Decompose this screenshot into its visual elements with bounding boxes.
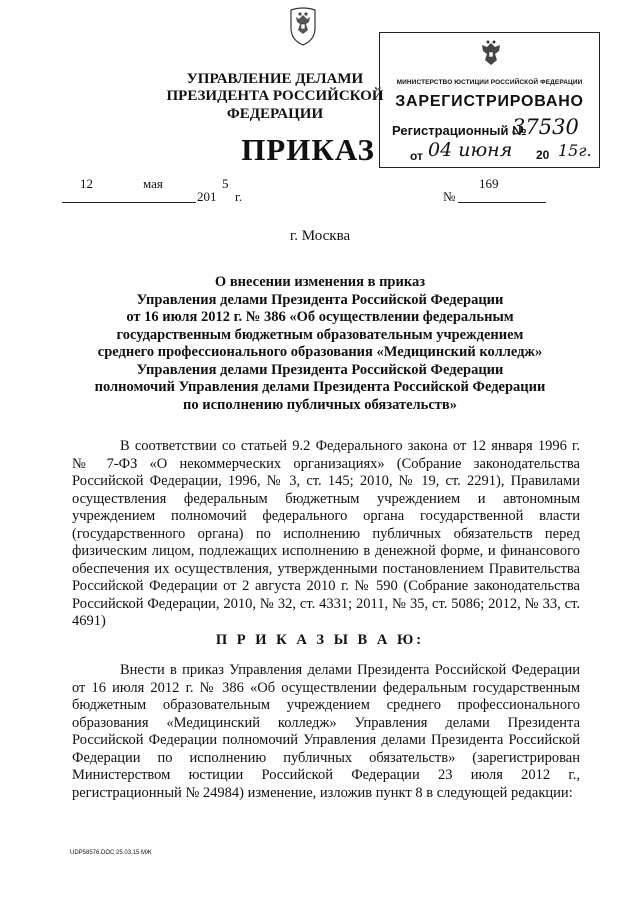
order-number-label: № [443,189,456,204]
date-year-digit: 5 [222,176,229,191]
footer-file-info: UDP58576.DOC 25.03.15 МЖ [70,850,152,856]
eagle-icon [478,39,504,67]
title-line: Управления делами Президента Российской Федерации [136,291,504,308]
order-heading: П Р И К А З Ы В А Ю: [215,632,425,648]
title-line: от 16 июля 2012 г. № 386 «Об осуществлении федеральным [126,309,514,325]
title-line: О внесении изменения в приказ [214,274,426,290]
date-month: мая [143,176,163,191]
date-year-suffix: г. [235,189,243,204]
stamp-year-prefix: 20 [536,148,550,162]
stamp-from-label: от [410,149,423,163]
order-number-value: 169 [479,176,499,191]
number-underline [458,202,546,203]
document-title [80,274,560,414]
stamp-reg-number-value: 37530 [512,115,579,139]
date-day: 12 [80,176,93,191]
date-underline [62,202,196,203]
city: г. Москва [289,228,351,244]
preamble-paragraph: В соответствии со статьей 9.2 Федерального закона от 12 января 1996 г. № 7-ФЗ «О некоммерческих организациях» (Собрание законодательства Российской Федерации, 1996, № 3, ст. 145; 2010, № 19, ст. 2291), Правилами осуществления федеральным бюджетным учреждением и автономным учреждением полномочий федерального органа государственной власти (государственного органа) по исполнению публичных обязательств перед физическим лицом, подлежащих исполнению в денежной форме, и финансового обеспечения их осуществления, утвержденными постановлением Правительства Российской Федерации от 2 августа 2010 г. № 590 (Собрание законодательства Российской Федерации, 2010, № 32, ст. 4331; 2011, № 35, ст. 5086; 2012, № 33, ст. 4691) [72,438,580,629]
order-paragraph: Внести в приказ Управления делами Президента Российской Федерации от 16 июля 2012 г. № 386 «Об осуществлении федеральным государственным бюджетным образовательным учреждением среднего профессионального образования «Медицинский колледж» Управления делами Президента Российской Федерации полномочий Управления делами Президента Российской Федерации по исполнению публичных обязательств» (зарегистрирован Министерством юстиции Российской Федерации 23 июля 2012 г., регистрационный № 24984) изменение, изложив пункт 8 в следующей редакции: [72,662,580,801]
stamp-date-value: 04 июня [428,139,513,161]
title-line: среднего профессионального образования «Медицинский колледж» [97,344,543,360]
stamp-year-value: 15г. [558,141,592,160]
stamp-registered: ЗАРЕГИСТРИРОВАНО [395,93,584,110]
registration-stamp [379,32,600,168]
title-line: полномочий Управления делами Президента Российской Федерации [94,379,546,395]
coat-of-arms-icon [288,6,318,46]
date-year-prefix: 201 [197,189,217,204]
title-line: государственным бюджетным образовательным учреждением [116,326,524,343]
organization-line-1: УПРАВЛЕНИЕ ДЕЛАМИ [186,71,364,87]
document-type-title: ПРИКАЗ [241,132,375,167]
stamp-reg-number-label: Регистрационный № [392,123,527,138]
title-line: по исполнению публичных обязательств» [183,396,457,413]
title-line: Управления делами Президента Российской Федерации [136,361,504,378]
stamp-ministry: МИНИСТЕРСТВО ЮСТИЦИИ РОССИЙСКОЙ ФЕДЕРАЦИИ [396,79,583,86]
organization-line-2: ПРЕЗИДЕНТА РОССИЙСКОЙ ФЕДЕРАЦИИ [166,88,384,122]
